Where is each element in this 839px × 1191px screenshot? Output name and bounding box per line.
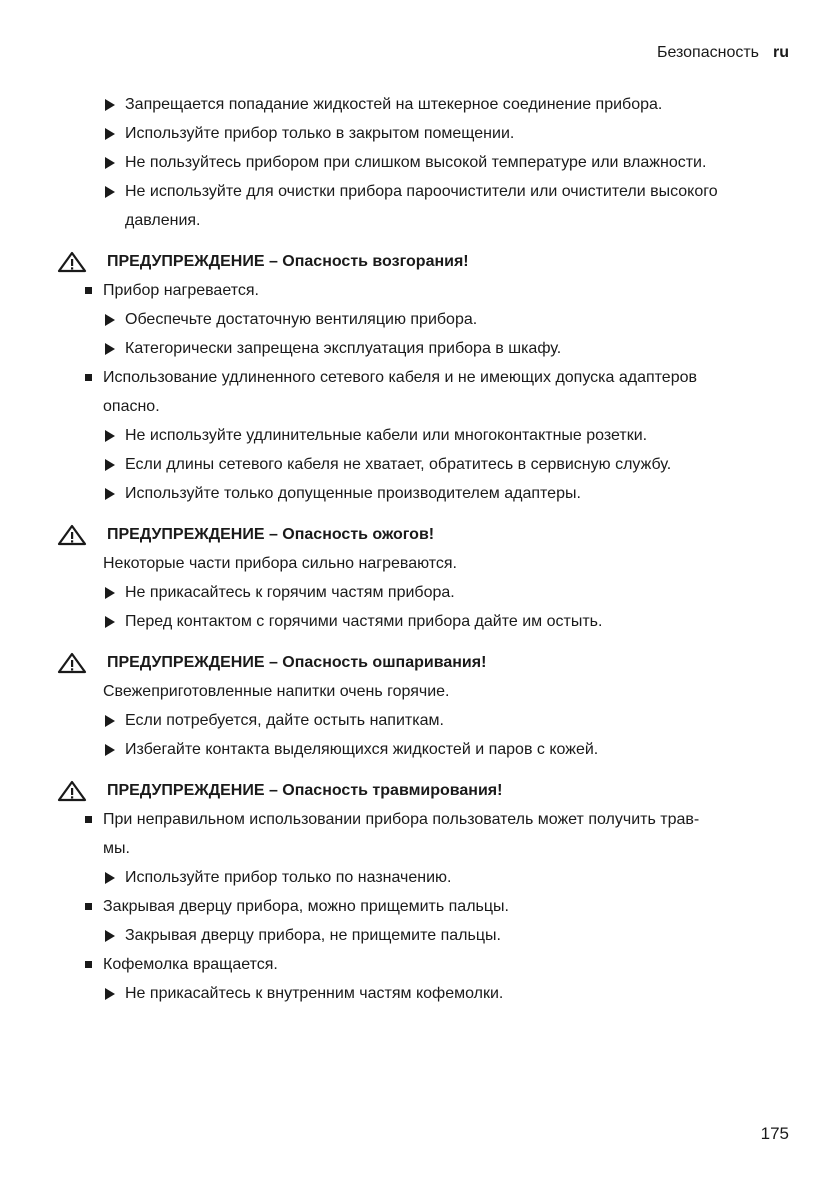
square-bullet-icon	[85, 287, 92, 294]
warning-triangle-icon	[57, 524, 87, 546]
action-item: Избегайте контакта выделяющихся жидкостей и паров с кожей.	[55, 735, 795, 764]
action-item: Если длины сетевого кабеля не хватает, обратитесь в сервисную службу.	[55, 450, 795, 479]
warning-triangle-icon	[57, 251, 87, 273]
bullet-item: При неправильном использовании прибора пользователь может получить трав-	[55, 805, 795, 834]
page-number: 175	[760, 1124, 789, 1143]
page-header	[657, 44, 789, 62]
bullet-item: Использование удлиненного сетевого кабеля и не имеющих допуска адаптеров	[55, 363, 795, 392]
action-item: Не прикасайтесь к горячим частям прибора.	[55, 578, 795, 607]
action-arrow-icon	[105, 988, 115, 1000]
action-item: Не используйте удлинительные кабели или многоконтактные розетки.	[55, 421, 795, 450]
action-item: Обеспечьте достаточную вентиляцию прибора.	[55, 305, 795, 334]
square-bullet-icon	[85, 903, 92, 910]
action-item: Категорически запрещена эксплуатация прибора в шкафу.	[55, 334, 795, 363]
action-item: Используйте прибор только в закрытом помещении.	[55, 119, 795, 148]
action-item: Запрещается попадание жидкостей на штекерное соединение прибора.	[55, 90, 795, 119]
action-arrow-icon	[105, 488, 115, 500]
warning-heading-burn: ПРЕДУПРЕЖДЕНИЕ – Опасность ожогов!	[55, 520, 795, 549]
action-arrow-icon	[105, 616, 115, 628]
warning-heading-scald: ПРЕДУПРЕЖДЕНИЕ – Опасность ошпаривания!	[55, 648, 795, 677]
action-arrow-icon	[105, 430, 115, 442]
action-item: Не пользуйтесь прибором при слишком высокой температуре или влажности.	[55, 148, 795, 177]
warning-triangle-icon	[57, 652, 87, 674]
warning-heading-injury: ПРЕДУПРЕЖДЕНИЕ – Опасность травмирования!	[55, 776, 795, 805]
action-item: Используйте прибор только по назначению.	[55, 863, 795, 892]
action-arrow-icon	[105, 99, 115, 111]
action-arrow-icon	[105, 186, 115, 198]
bullet-item: Кофемолка вращается.	[55, 950, 795, 979]
square-bullet-icon	[85, 961, 92, 968]
action-item: Не прикасайтесь к внутренним частям кофемолки.	[55, 979, 795, 1008]
action-item: Если потребуется, дайте остыть напиткам.	[55, 706, 795, 735]
action-item: Закрывая дверцу прибора, не прищемите пальцы.	[55, 921, 795, 950]
action-arrow-icon	[105, 314, 115, 326]
action-item-continued: давления.	[125, 212, 201, 229]
warning-text: Свежеприготовленные напитки очень горячие.	[103, 683, 450, 700]
language-code: ru	[773, 44, 789, 61]
action-arrow-icon	[105, 930, 115, 942]
square-bullet-icon	[85, 816, 92, 823]
action-arrow-icon	[105, 587, 115, 599]
action-arrow-icon	[105, 872, 115, 884]
warning-text: Некоторые части прибора сильно нагреваются.	[103, 555, 457, 572]
bullet-item: Закрывая дверцу прибора, можно прищемить пальцы.	[55, 892, 795, 921]
section-title: Безопасность	[656, 44, 759, 61]
bullet-item: Прибор нагревается.	[55, 276, 795, 305]
action-item: Перед контактом с горячими частями прибора дайте им остыть.	[55, 607, 795, 636]
action-item: Используйте только допущенные производителем адаптеры.	[55, 479, 795, 508]
bullet-item-continued: опасно.	[103, 398, 160, 415]
action-arrow-icon	[105, 744, 115, 756]
square-bullet-icon	[85, 374, 92, 381]
action-arrow-icon	[105, 343, 115, 355]
warning-triangle-icon	[57, 780, 87, 802]
action-arrow-icon	[105, 128, 115, 140]
bullet-item-continued: мы.	[103, 840, 130, 857]
action-arrow-icon	[105, 157, 115, 169]
warning-heading-fire: ПРЕДУПРЕЖДЕНИЕ – Опасность возгорания!	[55, 247, 795, 276]
page-content	[55, 90, 795, 1008]
action-item: Не используйте для очистки прибора пароочистители или очистители высокого	[55, 177, 795, 206]
action-arrow-icon	[105, 459, 115, 471]
action-arrow-icon	[105, 715, 115, 727]
